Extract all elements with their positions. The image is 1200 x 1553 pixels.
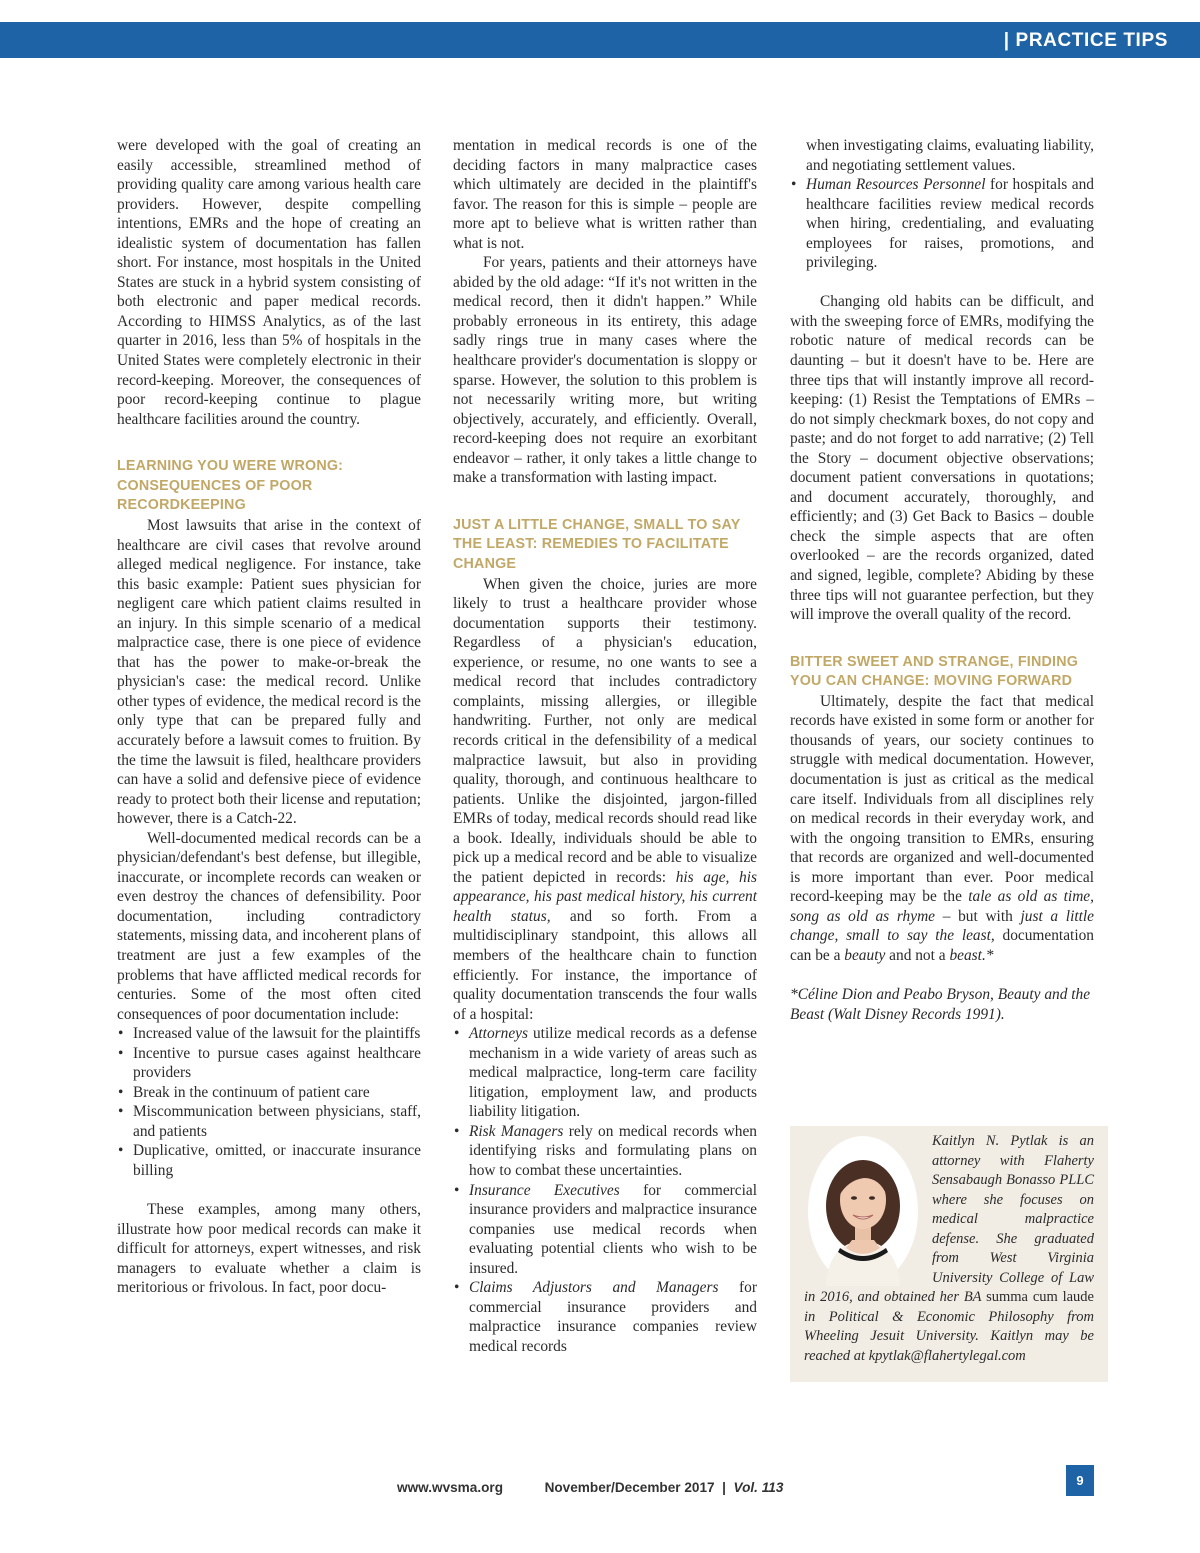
- stakeholders-list: [453, 1024, 757, 1356]
- text-run: When given the choice, juries are more likely to trust a healthcare provider whose documentation supports their testimony. Regardless of a physician's education, experience, or resume, no one wants to see a medical record that includes contradictory complaints, missing allergies, or illegible handwriting. Further, not only are medical records critical in the defensibility of a medical malpractice lawsuit, but also in providing quality, thorough, and continuous healthcare to patients. Unlike the disjointed, jargon-filled EMRs of today, medical records should read like a book. Ideally, individuals should be able to pick up a medical record and be able to visualize the patient depicted in records:: [453, 575, 757, 886]
- list-text: rely on medical records when identifying risks and formulating plans on how to combat these uncertainties.: [469, 1122, 757, 1180]
- list-text: for commercial insurance providers and malpractice insurance companies review medical records: [469, 1279, 757, 1355]
- paragraph: [790, 692, 1094, 966]
- paragraph: Most lawsuits that arise in the context of healthcare are civil cases that revolve around alleged medical negligence. For instance, take this basic example: Patient sues physician for negligent care which patient claims resulted in an injury. In this simple scenario of a medical malpractice case, there is one piece of evidence that has the power to make-or-break the physician's case: the medical record. Unlike other types of evidence, the medical record is the only type that can be prepared fully and accurately before a lawsuit comes to fruition. By the time the lawsuit is filed, healthcare providers can have a solid and defensive piece of evidence ready to protect both their license and reputation; however, there is a Catch-22.: [117, 516, 421, 828]
- list-item: • Incentive to pursue cases against healthcare providers: [117, 1044, 421, 1083]
- list-term: Risk Managers: [469, 1122, 564, 1140]
- paragraph: [453, 575, 757, 1025]
- section-heading: JUST A LITTLE CHANGE, SMALL TO SAY THE LEAST: REMEDIES TO FACILITATE CHANGE: [453, 516, 741, 573]
- list-item: • Miscommunication between physicians, staff, and patients: [117, 1102, 421, 1141]
- list-item: [790, 175, 1094, 273]
- bio-text-run: Kaitlyn N. Pytlak is an attorney with Flaherty Sensabaugh Bonasso PLLC where she focuses on medical malpractice defense. She graduated from West Virginia University College of Law in 2016, and obtained her BA: [804, 1133, 1094, 1306]
- list-item: [453, 1278, 757, 1356]
- list-item: • Duplicative, omitted, or inaccurate insurance billing: [117, 1141, 421, 1180]
- text-run: documentation can be a: [790, 927, 1094, 964]
- footer-volume: Vol. 113: [733, 1480, 784, 1495]
- bio-text-run: in Political & Economic Philosophy from Wheeling Jesuit University. Kaitlyn may be reached at kpytlak@flahertylegal.com: [804, 1308, 1094, 1365]
- emphasis: beast.*: [949, 946, 994, 964]
- list-term: Human Resources Personnel: [806, 176, 986, 194]
- text-run: and not a: [889, 946, 946, 964]
- list-item: [453, 1024, 757, 1122]
- text-run: Ultimately, despite the fact that medical records have existed in some form or another for thousands of years, our society continues to struggle with medical documentation. However, documentation is just as critical as the medical care itself. Individuals from all disciplines rely on medical records in their everyday work, and with the ongoing transition to EMRs, ensuring that records are organized and well-documented is more important than ever. Poor medical record-keeping may be the: [790, 692, 1094, 906]
- list-text: utilize medical records as a defense mechanism in a wide variety of areas such as medical malpractice, long-term care facility litigation, employment law, and products liability litigation.: [469, 1025, 757, 1121]
- footer-separator: |: [722, 1480, 726, 1495]
- paragraph: when investigating claims, evaluating liability, and negotiating settlement values.: [806, 137, 1094, 174]
- author-bio-box: [790, 1126, 1108, 1382]
- emphasis: just a little change, small to say the least,: [790, 907, 1095, 945]
- footer-issue: November/December 2017: [544, 1480, 715, 1495]
- list-item: [453, 1122, 757, 1181]
- paragraph: Changing old habits can be difficult, and with the sweeping force of EMRs, modifying the robotic nature of medical records can be daunting – but it doesn't have to be. Here are three tips that will instantly improve all record-keeping: (1) Resist the Temptations of EMRs – do not simply checkmark boxes, do not copy and paste; and do not forget to add narrative; (2) Tell the Story – document objective observations; document patient conversations in quotations; and document accurately, thoroughly, and efficiently; and (3) Get Back to Basics – double check the simple aspects that are often overlooked – are the records organized, dated and signed, legible, complete? Abiding by these three tips will not guarantee perfection, but they will improve the overall quality of the record.: [790, 293, 1094, 624]
- list-item: [453, 1181, 757, 1279]
- column-2: [453, 136, 757, 1357]
- section-heading: BITTER SWEET AND STRANGE, FINDING YOU CAN CHANGE: MOVING FORWARD: [790, 653, 1079, 690]
- emphasis: beauty: [844, 946, 886, 964]
- list-item: • Break in the continuum of patient care: [117, 1083, 421, 1103]
- paragraph: For years, patients and their attorneys have abided by the old adage: “If it's not written in the medical record, then it didn't happen.” While probably erroneous in its entirety, this adage sadly rings true in many cases where the healthcare provider's documentation is sloppy or sparse. However, the solution to this problem is not necessarily writing more, but writing objectively, accurately, and efficiently. Overall, record-keeping does not require an exorbitant endeavor – rather, it only takes a little change to make a transformation with lasting impact.: [453, 254, 757, 487]
- reference-note: *Céline Dion and Peabo Bryson, Beauty and the Beast (Walt Disney Records 1991).: [790, 985, 1091, 1023]
- paragraph: mentation in medical records is one of the deciding factors in many malpractice cases which ultimately are decided in the plaintiff's favor. The reason for this is simple – people are more apt to believe what is written rather than what is not.: [453, 137, 757, 252]
- paragraph: Well-documented medical records can be a physician/defendant's best defense, but illegible, inaccurate, or incomplete records can weaken or even destroy the chances of defensibility. Poor documentation, including contradictory statements, missing data, and incoherent plans of treatment are just a few examples of the problems that have afflicted medical records for centuries. Some of the most often cited consequences of poor documentation include:: [117, 829, 421, 1023]
- footer-site: www.wvsma.org: [397, 1480, 504, 1495]
- page-footer: [397, 1480, 783, 1495]
- bio-honor: summa cum laude: [986, 1289, 1094, 1306]
- text-run: and so forth. From a multidisciplinary standpoint, this allows all members of the healthcare chain to function efficiently. For instance, the importance of quality documentation transcends the four walls of a hospital:: [453, 907, 757, 1023]
- list-item: • Increased value of the lawsuit for the plaintiffs: [117, 1024, 421, 1044]
- emphasis: his age, his appearance, his past medical history, his current health status,: [453, 868, 758, 925]
- list-text: for commercial insurance providers and malpractice insurance companies use medical records when evaluating potential clients who wish to be insured.: [469, 1181, 757, 1277]
- emphasis: tale as old as time, song as old as rhyme: [790, 888, 1094, 925]
- stakeholders-list-cont: [790, 175, 1094, 273]
- column-1: [117, 136, 421, 1298]
- section-heading: LEARNING YOU WERE WRONG: CONSEQUENCES OF POOR RECORDKEEPING: [117, 458, 344, 514]
- paragraph: were developed with the goal of creating an easily accessible, streamlined method of providing quality care among various health care providers. However, despite compelling intentions, EMRs and the hope of creating an idealistic system of documentation has fallen short. For instance, most hospitals in the United States are stuck in a hybrid system consisting of both electronic and paper medical records. According to HIMSS Analytics, as of the last quarter in 2016, less than 5% of hospitals in the United States were completely electronic in their record-keeping. Moreover, the consequences of poor record-keeping continue to plague healthcare facilities around the country.: [117, 137, 421, 428]
- list-term: Attorneys: [469, 1025, 528, 1043]
- paragraph: These examples, among many others, illustrate how poor medical records can make it difficult for attorneys, expert witnesses, and risk managers to evaluate whether a claim is meritorious or frivolous. In fact, poor docu-: [117, 1201, 421, 1297]
- list-text: for hospitals and healthcare facilities review medical records when hiring, credentialing, and evaluating employees for raises, promotions, and privileging.: [806, 176, 1094, 272]
- consequences-list: [117, 1024, 421, 1180]
- list-term: Claims Adjustors and Managers: [469, 1279, 719, 1297]
- author-bio-text: [804, 1132, 1094, 1367]
- list-term: Insurance Executives: [469, 1181, 620, 1199]
- text-run: – but with: [942, 907, 1013, 925]
- column-3: [790, 136, 1094, 1024]
- section-label: | PRACTICE TIPS: [1003, 30, 1168, 51]
- page-number: 9: [1066, 1465, 1094, 1496]
